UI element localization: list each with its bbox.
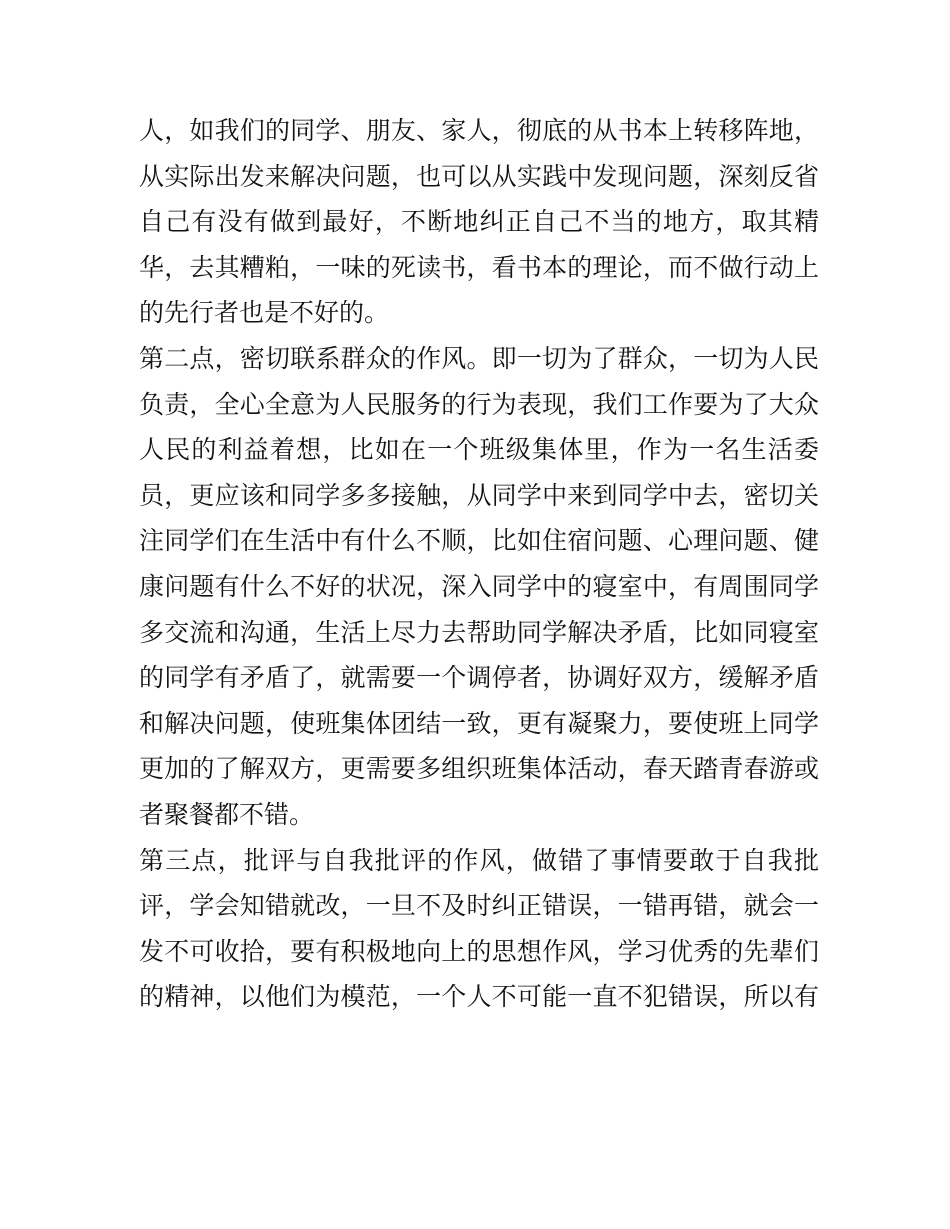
body-text: [139, 108, 819, 1020]
text-line: 的精神，以他们为模范，一个人不可能一直不犯错误，所以有: [139, 982, 819, 1012]
text-line: 更加的了解双方，更需要多组织班集体活动，春天踏青春游或: [139, 754, 819, 784]
text-line: 的同学有矛盾了，就需要一个调停者，协调好双方，缓解矛盾: [139, 663, 819, 693]
text-line: 评，学会知错就改，一旦不及时纠正错误，一错再错，就会一: [139, 891, 819, 921]
text-line: 从实际出发来解决问题，也可以从实践中发现问题，深刻反省: [139, 161, 819, 191]
text-line: 和解决问题，使班集体团结一致，更有凝聚力，要使班上同学: [139, 708, 819, 738]
text-line: 发不可收拾，要有积极地向上的思想作风，学习优秀的先辈们: [139, 936, 819, 966]
paragraph-1: [139, 108, 819, 336]
text-line: 第三点，批评与自我批评的作风，做错了事情要敢于自我批: [139, 845, 819, 875]
text-line: 的先行者也是不好的。: [139, 298, 390, 328]
text-line: 自己有没有做到最好，不断地纠正自己不当的地方，取其精: [139, 207, 819, 237]
text-line: 注同学们在生活中有什么不顺，比如住宿问题、心理问题、健: [139, 526, 819, 556]
text-line: 人民的利益着想，比如在一个班级集体里，作为一名生活委: [139, 435, 819, 465]
paragraph-3: [139, 838, 819, 1020]
text-line: 康问题有什么不好的状况，深入同学中的寝室中，有周围同学: [139, 571, 819, 601]
text-line: 第二点，密切联系群众的作风。即一切为了群众，一切为人民: [139, 343, 819, 373]
text-line: 员，更应该和同学多多接触，从同学中来到同学中去，密切关: [139, 480, 819, 510]
text-line: 华，去其糟粕，一味的死读书，看书本的理论，而不做行动上: [139, 252, 819, 282]
paragraph-2: [139, 336, 819, 838]
text-line: 者聚餐都不错。: [139, 799, 315, 829]
text-line: 多交流和沟通，生活上尽力去帮助同学解决矛盾，比如同寝室: [139, 617, 819, 647]
text-line: 负责，全心全意为人民服务的行为表现，我们工作要为了大众: [139, 389, 819, 419]
text-line: 人，如我们的同学、朋友、家人，彻底的从书本上转移阵地，: [139, 116, 819, 145]
